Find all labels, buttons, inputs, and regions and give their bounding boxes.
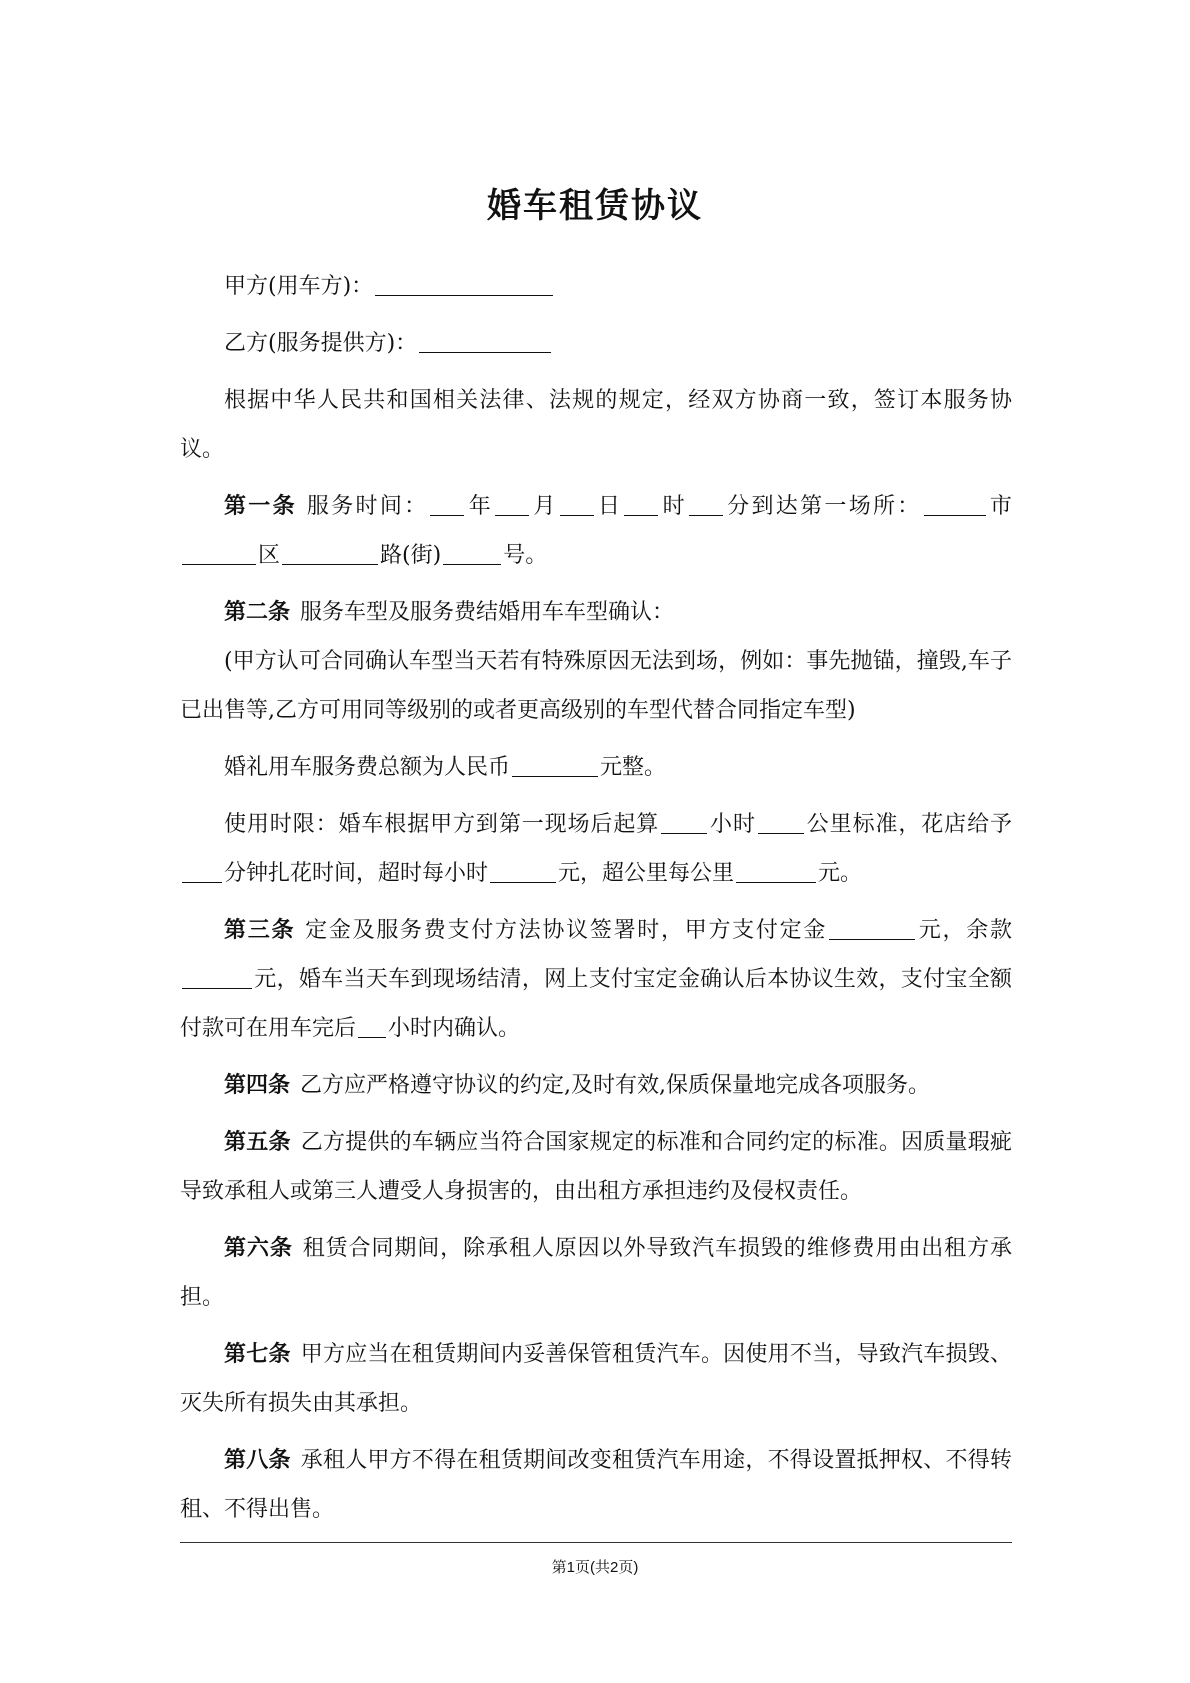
article-1 (180, 482, 1012, 580)
document-title: 婚车租赁协议 (487, 186, 703, 226)
blank (689, 495, 723, 516)
party-a-label: 甲方(用车方)： (224, 274, 374, 299)
article-1-road: 路(街) (380, 543, 442, 568)
article-2 (180, 588, 1012, 637)
article-1-district: 区 (258, 543, 281, 568)
article-1-number: 号。 (503, 543, 548, 568)
article-6-heading: 第六条 (224, 1235, 293, 1261)
blank (661, 813, 707, 834)
article-3-text-2: 元，余款 (917, 918, 1012, 943)
blank (282, 544, 378, 565)
blank (736, 862, 816, 883)
article-7-text: 甲方应当在租赁期间内妥善保管租赁汽车。因使用不当，导致汽车损毁、灭失所有损失由其承担。 (180, 1342, 1012, 1416)
fee-unit: 元整。 (600, 755, 667, 780)
party-a-line (180, 262, 1012, 311)
fee-blank (512, 756, 598, 777)
article-2-note: (甲方认可合同确认车型当天若有特殊原因无法到场，例如：事先抛锚，撞毁,车子已出售等,乙方可用同等级别的或者更高级别的车型代替合同指定车型) (180, 649, 1012, 723)
article-1-text: 服务时间： (306, 494, 429, 519)
article-1-day: 日 (595, 494, 623, 519)
limit-text-6: 元。 (818, 861, 863, 886)
article-7 (180, 1330, 1012, 1428)
blank (443, 544, 501, 565)
article-4 (180, 1061, 1012, 1110)
article-1-year: 年 (466, 494, 494, 519)
party-b-label: 乙方(服务提供方)： (224, 331, 418, 356)
article-1-text-2: 分到达第一场所： (724, 494, 922, 519)
party-a-blank (375, 275, 553, 296)
article-5-text: 乙方提供的车辆应当符合国家规定的标准和合同约定的标准。因质量瑕疵导致承租人或第三人遭受人身损害的，由出租方承担违约及侵权责任。 (180, 1130, 1012, 1204)
blank (624, 495, 658, 516)
limit-text-2: 小时 (709, 812, 756, 837)
blank (495, 495, 529, 516)
blank (430, 495, 464, 516)
party-b-line (180, 319, 1012, 368)
preamble: 根据中华人民共和国相关法律、法规的规定，经双方协商一致，签订本服务协议。 (180, 388, 1012, 462)
article-5-heading: 第五条 (224, 1129, 291, 1155)
blank (358, 1017, 386, 1038)
document-body (180, 262, 1012, 1542)
article-1-heading: 第一条 (224, 493, 297, 519)
article-8-text: 承租人甲方不得在租赁期间改变租赁汽车用途，不得设置抵押权、不得转租、不得出售。 (180, 1448, 1012, 1522)
limit-text-4: 分钟扎花时间，超时每小时 (224, 861, 489, 886)
article-1-city: 市 (987, 494, 1012, 519)
article-1-month: 月 (531, 494, 558, 519)
blank (182, 862, 222, 883)
blank (924, 495, 986, 516)
article-8-heading: 第八条 (224, 1447, 291, 1473)
blank (182, 968, 252, 989)
article-6-text: 租赁合同期间，除承租人原因以外导致汽车损毁的维修费用由出租方承担。 (180, 1236, 1012, 1310)
party-b-blank (419, 332, 551, 353)
blank (560, 495, 594, 516)
article-2-limit (180, 800, 1012, 898)
article-2-text: 服务车型及服务费结婚用车车型确认： (300, 600, 675, 625)
article-8 (180, 1436, 1012, 1534)
blank (829, 919, 915, 940)
article-1-hour: 时 (660, 494, 687, 519)
page-number: 第1页(共2页) (551, 1559, 639, 1576)
article-3-text-3: 元，婚车当天车到现场结清，网上支付宝定金确认后本协议生效，支付宝全额付款可在用车完后 (180, 967, 1012, 1041)
article-2-fee (180, 743, 1012, 792)
fee-text: 婚礼用车服务费总额为人民币 (224, 755, 511, 780)
article-2-heading: 第二条 (224, 599, 291, 625)
article-4-text: 乙方应严格遵守协议的约定,及时有效,保质保量地完成各项服务。 (300, 1073, 931, 1098)
article-4-heading: 第四条 (224, 1072, 291, 1098)
article-3 (180, 906, 1012, 1053)
article-3-text-1: 定金及服务费支付方法协议签署时，甲方支付定金 (305, 918, 828, 943)
blank (758, 813, 804, 834)
footer-divider (180, 1542, 1012, 1543)
blank (490, 862, 556, 883)
article-6 (180, 1224, 1012, 1322)
limit-text-5: 元，超公里每公里 (558, 861, 735, 886)
article-7-heading: 第七条 (224, 1341, 291, 1367)
limit-text-1: 使用时限：婚车根据甲方到第一现场后起算 (224, 812, 660, 837)
blank (182, 544, 256, 565)
article-3-heading: 第三条 (224, 917, 296, 943)
article-3-text-4: 小时内确认。 (388, 1016, 521, 1041)
limit-text-3: 公里标准，花店给予 (805, 812, 1012, 837)
article-5 (180, 1118, 1012, 1216)
